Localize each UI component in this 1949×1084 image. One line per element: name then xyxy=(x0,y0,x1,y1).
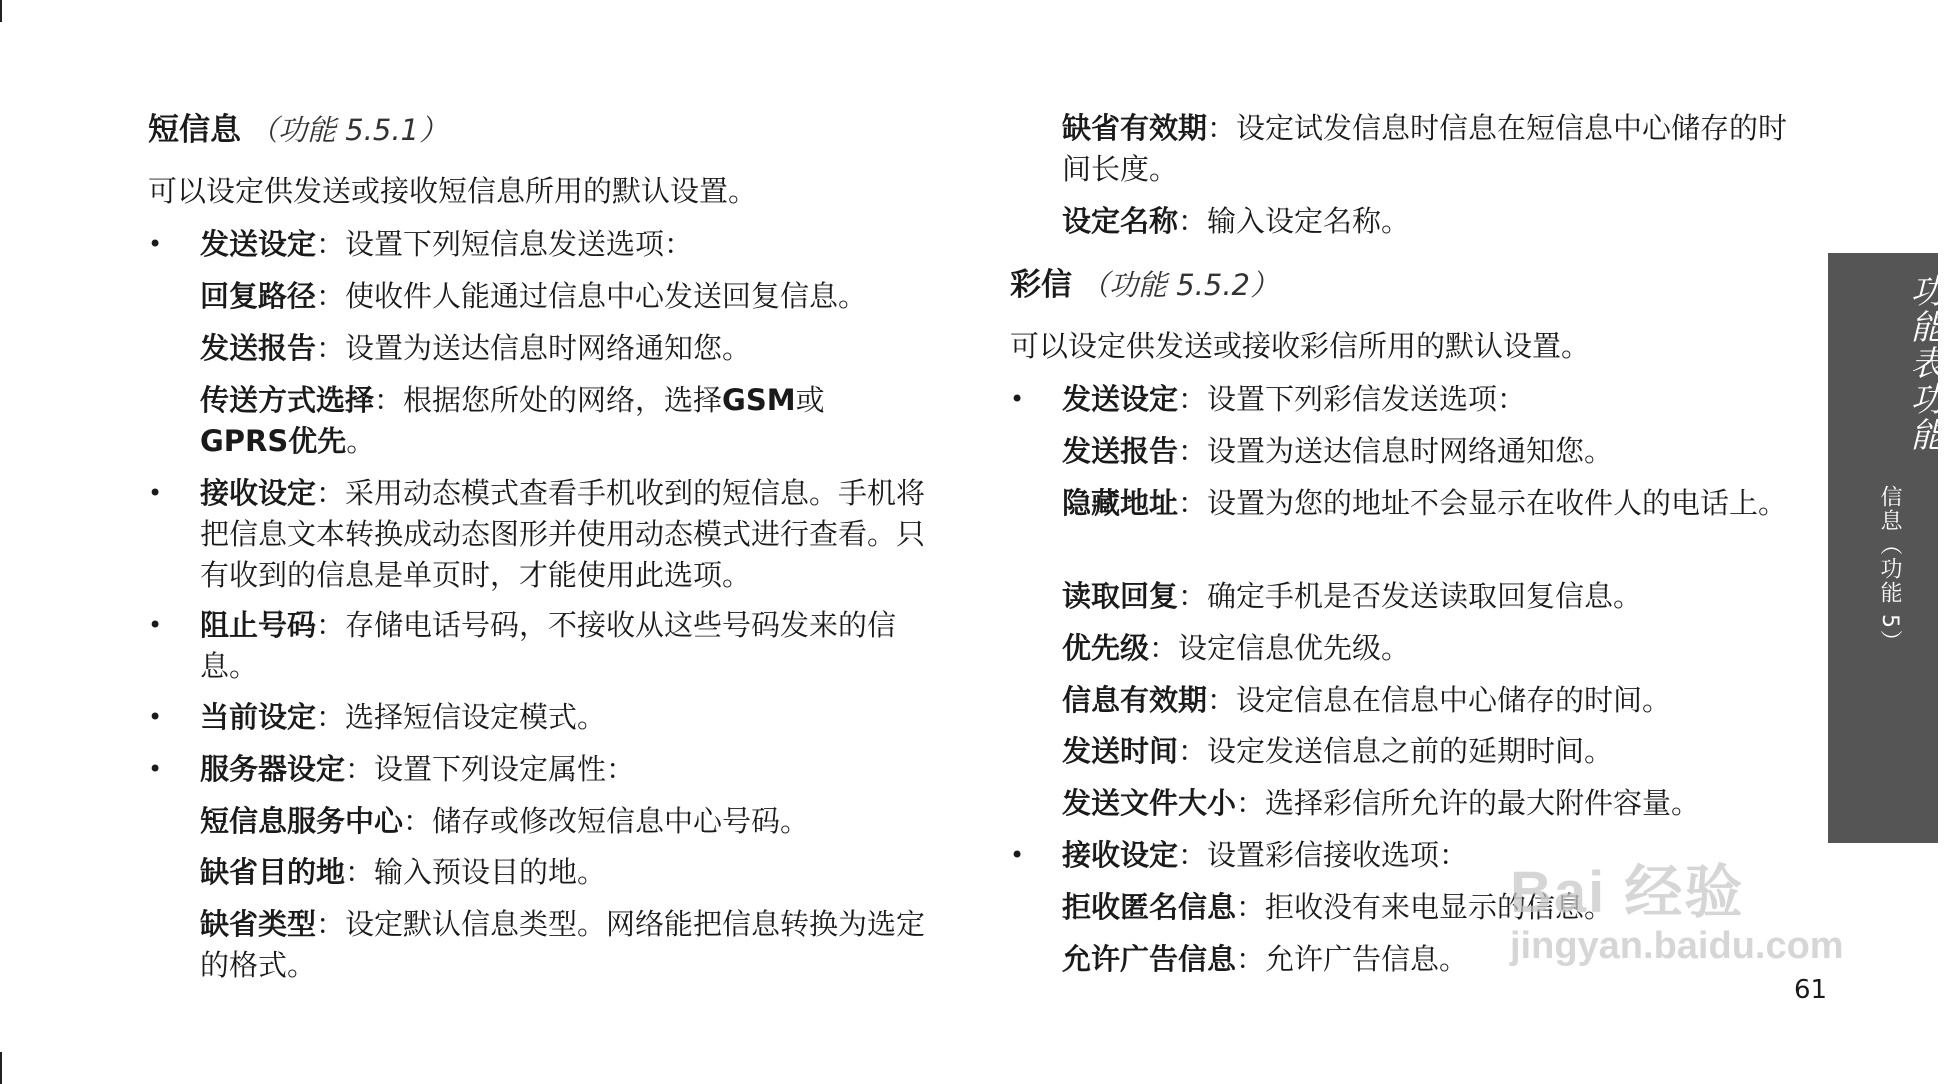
bullet-icon: • xyxy=(1010,841,1025,869)
sub-item: 短信息服务中心：储存或修改短信息中心号码。 xyxy=(200,804,810,838)
crop-mark-bottom xyxy=(0,1052,2,1084)
section-heading-mms xyxy=(1010,265,1279,306)
list-item: 接收设定：设置彩信接收选项： xyxy=(1062,838,1469,872)
heading-function-ref: （功能 5.5.2） xyxy=(1080,268,1280,302)
list-item: 接收设定：采用动态模式查看手机收到的短信息。手机将把信息文本转换成动态图形并使用动态模式进行查看。只有收到的信息是单页时，才能使用此选项。 xyxy=(200,476,926,592)
heading-function-ref: （功能 5.5.1） xyxy=(249,113,449,147)
side-tab-title: 功能表功能 xyxy=(1904,273,1944,453)
bullet-icon: • xyxy=(148,703,163,731)
bullet-icon: • xyxy=(148,479,163,507)
sub-item: 发送时间：设定发送信息之前的延期时间。 xyxy=(1062,734,1614,768)
chapter-side-tab xyxy=(1828,253,1944,843)
sub-item: 回复路径：使收件人能通过信息中心发送回复信息。 xyxy=(200,279,868,313)
bullet-icon: • xyxy=(148,611,163,639)
side-tab-subtitle: 信息（功能 5） xyxy=(1877,485,1902,654)
sub-item: 设定名称：输入设定名称。 xyxy=(1062,204,1411,238)
sub-item: 传送方式选择：根据您所处的网络，选择GSM或GPRS优先。 xyxy=(200,383,825,458)
bullet-icon: • xyxy=(148,755,163,783)
sub-item: 发送文件大小：选择彩信所允许的最大附件容量。 xyxy=(1062,786,1701,820)
list-item: 发送设定：设置下列彩信发送选项： xyxy=(1062,382,1527,416)
crop-mark-top xyxy=(0,0,2,22)
section-heading-sms xyxy=(148,110,448,151)
intro-text: 可以设定供发送或接收彩信所用的默认设置。 xyxy=(1010,329,1591,363)
heading-title: 彩信 xyxy=(1010,267,1072,303)
intro-text: 可以设定供发送或接收短信息所用的默认设置。 xyxy=(148,174,758,208)
sub-item: 发送报告：设置为送达信息时网络通知您。 xyxy=(1062,434,1614,468)
bullet-icon: • xyxy=(148,230,163,258)
page-number: 61 xyxy=(1794,975,1828,1005)
sub-item: 允许广告信息：允许广告信息。 xyxy=(1062,942,1469,976)
list-item: 发送设定：设置下列短信息发送选项： xyxy=(200,227,694,261)
sub-item: 优先级：设定信息优先级。 xyxy=(1062,631,1411,665)
bullet-icon: • xyxy=(1010,385,1025,413)
watermark-url: jingyan.baidu.com xyxy=(1510,925,1844,967)
sub-item: 拒收匿名信息：拒收没有来电显示的信息。 xyxy=(1062,890,1614,924)
sub-item: 信息有效期：设定信息在信息中心储存的时间。 xyxy=(1062,683,1672,717)
list-item: 当前设定：选择短信设定模式。 xyxy=(200,700,607,734)
watermark-logo: Bai 经验 xyxy=(1510,860,1745,925)
heading-title: 短信息 xyxy=(148,112,241,148)
sub-item: 缺省类型：设定默认信息类型。网络能把信息转换为选定的格式。 xyxy=(200,907,926,982)
sub-item: 读取回复：确定手机是否发送读取回复信息。 xyxy=(1062,579,1643,613)
sub-item: 隐藏地址：设置为您的地址不会显示在收件人的电话上。 xyxy=(1062,486,1788,520)
list-item: 服务器设定：设置下列设定属性： xyxy=(200,752,636,786)
baidu-watermark xyxy=(1510,845,1844,968)
sub-item: 缺省有效期：设定试发信息时信息在短信息中心储存的时间长度。 xyxy=(1062,111,1788,186)
sub-item: 发送报告：设置为送达信息时网络通知您。 xyxy=(200,331,752,365)
list-item: 阻止号码：存储电话号码，不接收从这些号码发来的信息。 xyxy=(200,608,897,683)
sub-item: 缺省目的地：输入预设目的地。 xyxy=(200,855,607,889)
